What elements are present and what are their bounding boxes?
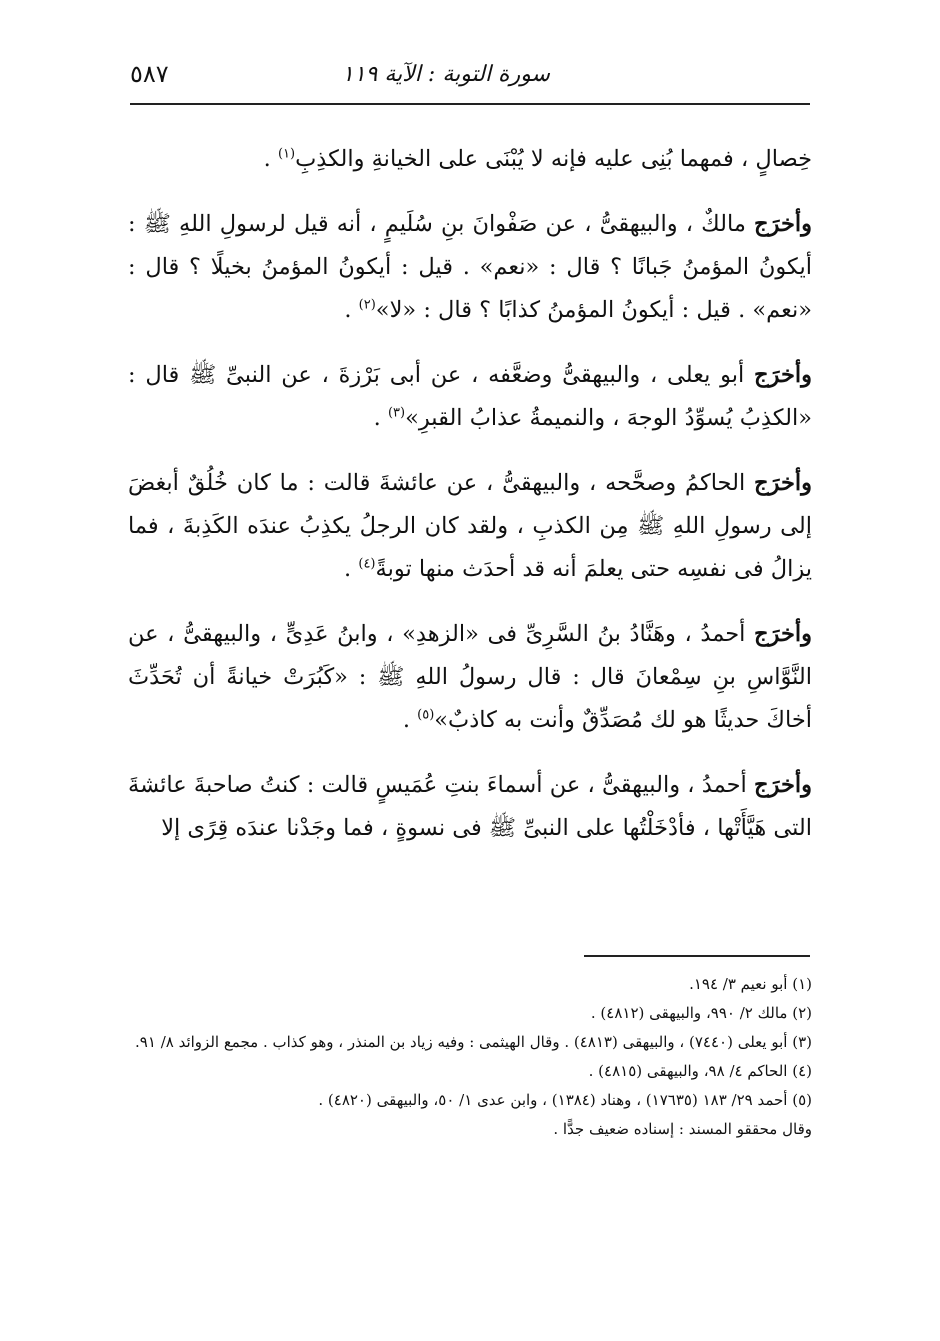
paragraph-end: . [344,556,359,582]
paragraph-end: . [373,405,388,431]
paragraph-lead: وأخرَج [754,621,812,647]
paragraph-text: خِصالٍ ، فمهما بُنِى عليه فإنه لا يُبْنَى على الخيانةِ والكذِبِ [295,146,812,172]
header-rule [130,103,810,105]
paragraph-2 [128,203,812,332]
footnote-5: (٥) أحمد ٢٩/ ١٨٣ (١٧٦٣٥) ، وهناد (١٣٨٤) ، وابن عدى ١/ ٥٠، والبيهقى (٤٨٢٠) . [318,1091,812,1109]
footnotes [128,972,812,1146]
footnote-ref-4: (٤) [358,556,376,572]
footnote-3: (٣) أبو يعلى (٧٤٤٠) ، والبيهقى (٤٨١٣) . وقال الهيثمى : وفيه زياد بن المنذر ، وهو كذاب . مجمع الزوائد ٨/ ٩١. [135,1033,812,1051]
footnote-1: (١) أبو نعيم ٣/ ١٩٤. [689,975,812,993]
paragraph-5 [128,613,812,742]
paragraph-end: . [402,707,418,733]
paragraph-lead: وأخرَج [754,211,812,237]
paragraph-text: أحمدُ ، والبيهقىُّ ، عن أسماءَ بنتِ عُمَيسٍ قالت : كنتُ صاحبةَ عائشةَ التى هَيَّأَتْها ، فأدْخَلْتُها على النبىِّ ﷺ فى نسوةٍ ، فما وجَدْنا عندَه قِرًى إلا [128,772,812,841]
paragraph-lead: وأخرَج [754,470,812,496]
running-title: سورة التوبة : الآية ١١٩ [341,62,550,87]
footnote-separator [584,955,810,957]
paragraph-text: الحاكمُ وصحَّحه ، والبيهقىُّ ، عن عائشةَ قالت : ما كان خُلُقٌ أبغضَ إلى رسولِ اللهِ ﷺ مِن الكذبِ ، ولقد كان الرجلُ يكذِبُ عندَه الكَذِبةَ ، فما يزالُ فى نفسِه حتى يعلمَ أنه قد أحدَث منها توبةً [128,470,812,582]
footnote-2: (٢) مالك ٢/ ٩٩٠، والبيهقى (٤٨١٢) . [590,1004,812,1022]
paragraph-1 [128,138,812,181]
main-text [128,138,812,872]
paragraph-text: أحمدُ ، وهَنَّادُ بنُ السَّرِىِّ فى «الزهدِ» ، وابنُ عَدِىٍّ ، والبيهقىُّ ، عن النَّوَّاسِ بنِ سِمْعانَ قال : قال رسولُ اللهِ ﷺ : «كَبُرَتْ خيانةً أن تُحَدِّثَ أخاكَ حديثًا هو لك مُصَدِّقٌ وأنت به كاذبٌ» [128,621,812,733]
footnote-4: (٤) الحاكم ٤/ ٩٨، والبيهقى (٤٨١٥) . [588,1062,812,1080]
paragraph-end: . [344,297,359,323]
paragraph-3 [128,354,812,440]
footnote-ref-1: (١) [277,146,296,162]
paragraph-text: مالكٌ ، والبيهقىُّ ، عن صَفْوانَ بنِ سُلَيمٍ ، أنه قيل لرسولِ اللهِ ﷺ : أيكونُ المؤمنُ جَبانًا ؟ قال : «نعم» . قيل : أيكونُ المؤمنُ بخيلًا ؟ قال : «نعم» . قيل : أيكونُ المؤمنُ كذابًا ؟ قال : «لا» [128,211,812,323]
footnote-ref-5: (٥) [417,707,435,723]
page-number: ٥٨٧ [130,60,169,88]
footnote-ref-3: (٣) [387,405,406,421]
footnote-ref-2: (٢) [358,297,376,313]
paragraph-4 [128,462,812,591]
page-header [130,58,810,102]
paragraph-6 [128,764,812,850]
paragraph-lead: وأخرَج [754,772,812,798]
footnote-5-continued: وقال محققو المسند : إسناده ضعيف جدًّا . [553,1120,812,1138]
paragraph-lead: وأخرَج [754,362,812,388]
paragraph-end: . [263,146,278,172]
paragraph-text: أبو يعلى ، والبيهقىُّ وضعَّفه ، عن أبى بَرْزةَ ، عن النبىِّ ﷺ قال : «الكذِبُ يُسوِّدُ الوجهَ ، والنميمةُ عذابُ القبرِ» [128,362,812,431]
